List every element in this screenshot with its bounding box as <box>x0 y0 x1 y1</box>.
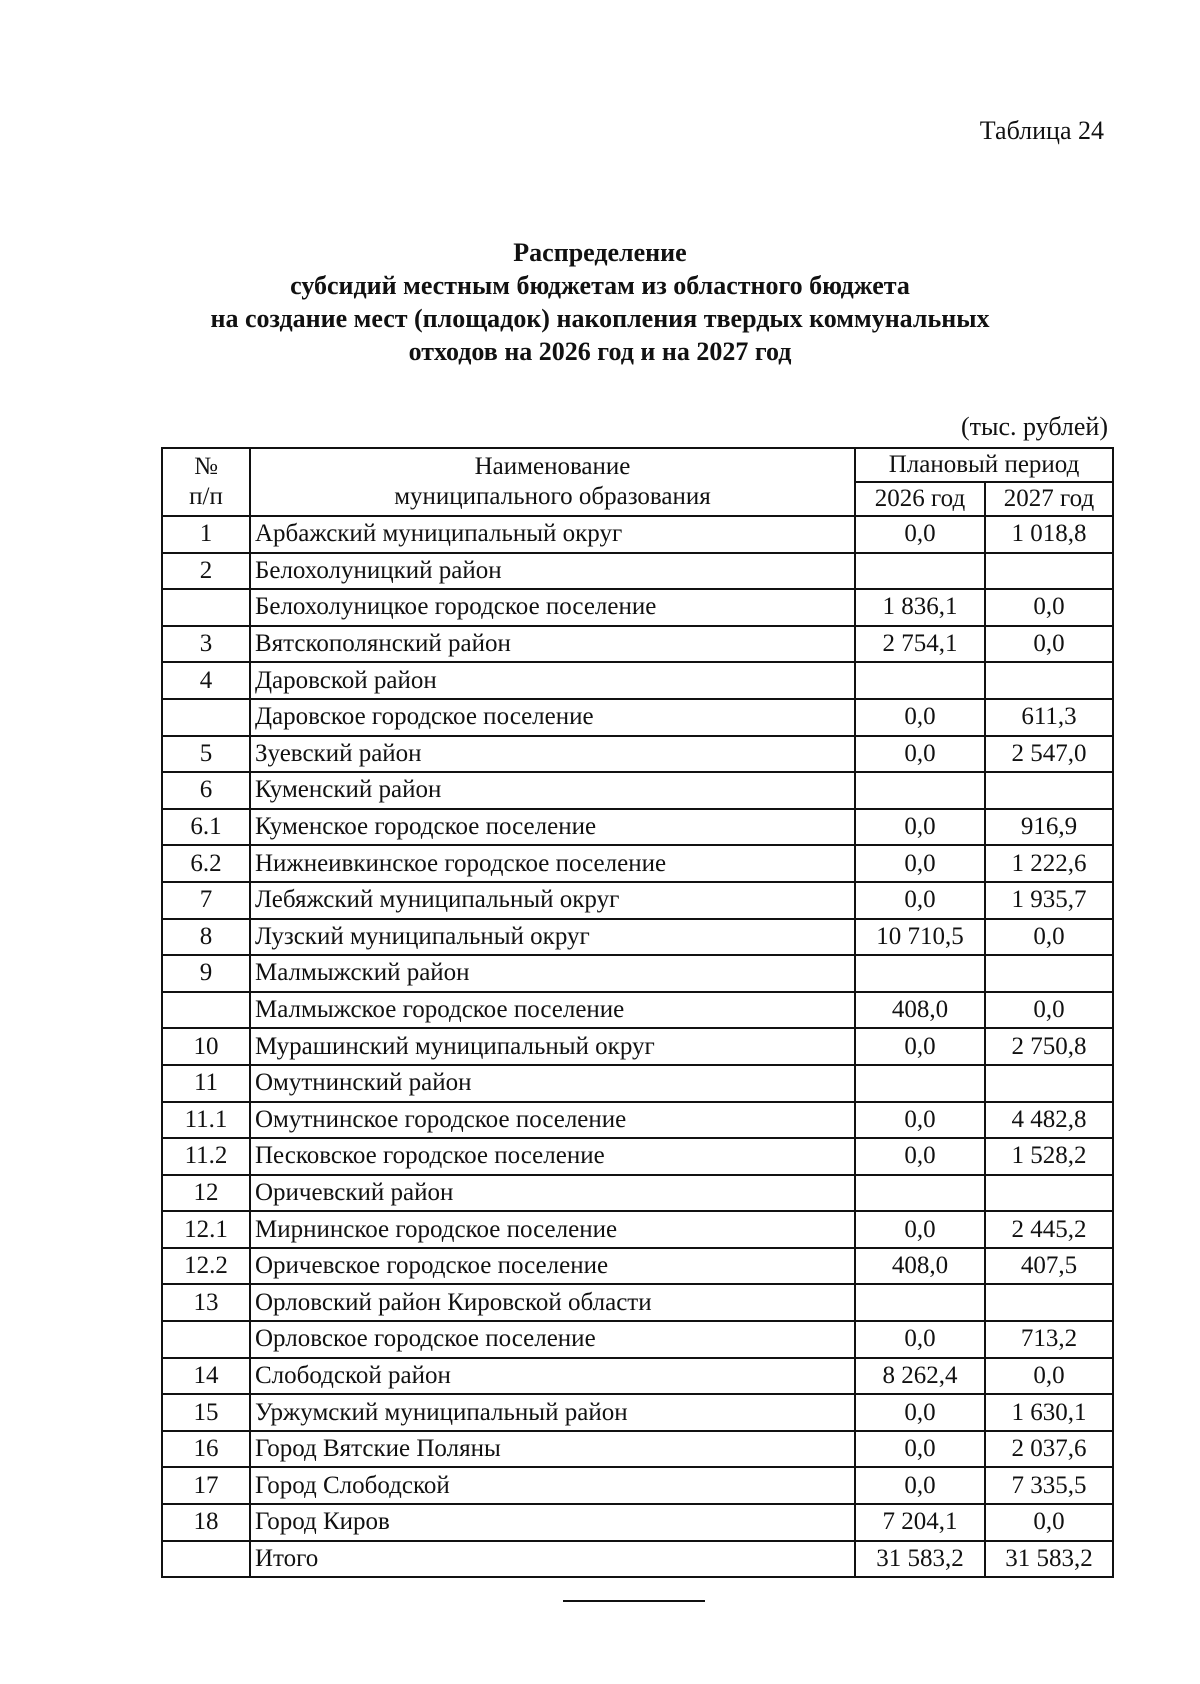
header-number-line2: п/п <box>189 483 223 510</box>
row-value-2027: 0,0 <box>985 1504 1113 1541</box>
row-name: Белохолуницкое городское поселение <box>250 589 855 626</box>
row-value-2027: 1 630,1 <box>985 1394 1113 1431</box>
row-name: Оричевское городское поселение <box>250 1248 855 1285</box>
row-name: Малмыжский район <box>250 955 855 992</box>
row-value-2026: 408,0 <box>855 992 985 1029</box>
row-value-2026: 0,0 <box>855 1321 985 1358</box>
table-row <box>162 1028 1113 1065</box>
table-row <box>162 626 1113 663</box>
table-row <box>162 1102 1113 1139</box>
table-row <box>162 1358 1113 1395</box>
row-number: 11 <box>162 1065 250 1102</box>
table-row <box>162 882 1113 919</box>
table-row <box>162 516 1113 553</box>
row-name: Арбажский муниципальный округ <box>250 516 855 553</box>
table-row <box>162 1321 1113 1358</box>
row-number: 7 <box>162 882 250 919</box>
header-2027: 2027 год <box>985 482 1113 516</box>
row-number: 3 <box>162 626 250 663</box>
row-number <box>162 1321 250 1358</box>
row-number: 12.1 <box>162 1211 250 1248</box>
row-value-2027 <box>985 662 1113 699</box>
row-value-2027: 0,0 <box>985 992 1113 1029</box>
row-name: Оричевский район <box>250 1175 855 1212</box>
table-row <box>162 1248 1113 1285</box>
row-name: Куменский район <box>250 772 855 809</box>
row-name: Лузский муниципальный округ <box>250 919 855 956</box>
row-name: Слободской район <box>250 1358 855 1395</box>
row-value-2026: 0,0 <box>855 809 985 846</box>
table-row <box>162 845 1113 882</box>
row-name: Город Вятские Поляны <box>250 1431 855 1468</box>
row-value-2026 <box>855 662 985 699</box>
row-name: Даровское городское поселение <box>250 699 855 736</box>
row-number: 1 <box>162 516 250 553</box>
row-value-2027 <box>985 553 1113 590</box>
row-value-2027: 611,3 <box>985 699 1113 736</box>
row-value-2026 <box>855 1175 985 1212</box>
row-name: Куменское городское поселение <box>250 809 855 846</box>
row-value-2026: 8 262,4 <box>855 1358 985 1395</box>
row-number: 6 <box>162 772 250 809</box>
row-value-2027: 1 222,6 <box>985 845 1113 882</box>
row-name: Вятскополянский район <box>250 626 855 663</box>
row-number: 5 <box>162 736 250 773</box>
row-value-2026: 10 710,5 <box>855 919 985 956</box>
table-row <box>162 589 1113 626</box>
units-label: (тыс. рублей) <box>960 412 1108 441</box>
row-value-2027: 916,9 <box>985 809 1113 846</box>
title-line: на создание мест (площадок) накопления твердых коммунальных <box>210 304 990 333</box>
row-number <box>162 589 250 626</box>
row-value-2026: 0,0 <box>855 845 985 882</box>
header-number-line1: № <box>194 453 218 480</box>
row-number: 11.1 <box>162 1102 250 1139</box>
row-name: Малмыжское городское поселение <box>250 992 855 1029</box>
row-value-2027: 713,2 <box>985 1321 1113 1358</box>
table-row <box>162 955 1113 992</box>
table-row <box>162 1211 1113 1248</box>
row-value-2027: 1 528,2 <box>985 1138 1113 1175</box>
table-row <box>162 1175 1113 1212</box>
row-value-2026 <box>855 1065 985 1102</box>
header-2026: 2026 год <box>855 482 985 516</box>
row-value-2026: 0,0 <box>855 736 985 773</box>
row-number: 8 <box>162 919 250 956</box>
row-value-2026: 0,0 <box>855 1102 985 1139</box>
table-row <box>162 699 1113 736</box>
row-value-2027: 1 935,7 <box>985 882 1113 919</box>
row-value-2027: 2 547,0 <box>985 736 1113 773</box>
row-value-2027: 0,0 <box>985 626 1113 663</box>
row-value-2027: 0,0 <box>985 589 1113 626</box>
row-number: 9 <box>162 955 250 992</box>
row-name: Песковское городское поселение <box>250 1138 855 1175</box>
row-number: 11.2 <box>162 1138 250 1175</box>
header-name-line1: Наименование <box>474 453 631 480</box>
row-value-2027: 1 018,8 <box>985 516 1113 553</box>
row-number: 13 <box>162 1284 250 1321</box>
row-value-2026 <box>855 955 985 992</box>
row-value-2027 <box>985 955 1113 992</box>
title-line: субсидий местным бюджетам из областного бюджета <box>290 271 910 300</box>
row-name: Белохолуницкий район <box>250 553 855 590</box>
row-number: 16 <box>162 1431 250 1468</box>
table-row <box>162 553 1113 590</box>
row-value-2027 <box>985 772 1113 809</box>
row-value-2026: 7 204,1 <box>855 1504 985 1541</box>
table-number-label: Таблица 24 <box>979 116 1104 145</box>
row-value-2026: 1 836,1 <box>855 589 985 626</box>
row-name: Нижнеивкинское городское поселение <box>250 845 855 882</box>
row-name: Орловское городское поселение <box>250 1321 855 1358</box>
row-value-2027: 407,5 <box>985 1248 1113 1285</box>
row-value-2026: 0,0 <box>855 882 985 919</box>
row-name: Город Слободской <box>250 1467 855 1504</box>
row-value-2026: 0,0 <box>855 1211 985 1248</box>
row-value-2027: 2 445,2 <box>985 1211 1113 1248</box>
row-name: Уржумский муниципальный район <box>250 1394 855 1431</box>
row-number: 10 <box>162 1028 250 1065</box>
row-value-2027: 31 583,2 <box>985 1541 1113 1578</box>
header-period: Плановый период <box>855 448 1113 482</box>
row-name: Зуевский район <box>250 736 855 773</box>
row-number: 4 <box>162 662 250 699</box>
table-row <box>162 1467 1113 1504</box>
row-value-2026: 2 754,1 <box>855 626 985 663</box>
table-row <box>162 1431 1113 1468</box>
row-value-2026: 0,0 <box>855 516 985 553</box>
row-value-2026: 31 583,2 <box>855 1541 985 1578</box>
row-name: Лебяжский муниципальный округ <box>250 882 855 919</box>
header-number <box>162 448 250 516</box>
table-row <box>162 919 1113 956</box>
subsidy-table <box>161 447 1114 1578</box>
document-title <box>0 236 1200 368</box>
table-row <box>162 992 1113 1029</box>
row-value-2026: 0,0 <box>855 1467 985 1504</box>
row-name: Город Киров <box>250 1504 855 1541</box>
footer-divider <box>563 1600 705 1602</box>
row-value-2026: 0,0 <box>855 1028 985 1065</box>
row-value-2027: 2 750,8 <box>985 1028 1113 1065</box>
row-name: Мурашинский муниципальный округ <box>250 1028 855 1065</box>
row-name: Итого <box>250 1541 855 1578</box>
title-line: отходов на 2026 год и на 2027 год <box>408 337 792 366</box>
title-line: Распределение <box>513 238 687 267</box>
header-name <box>250 448 855 516</box>
table-row <box>162 772 1113 809</box>
row-name: Мирнинское городское поселение <box>250 1211 855 1248</box>
row-name: Даровской район <box>250 662 855 699</box>
row-number: 12.2 <box>162 1248 250 1285</box>
row-number: 2 <box>162 553 250 590</box>
table-row <box>162 1065 1113 1102</box>
table-row <box>162 1284 1113 1321</box>
table-row <box>162 1541 1113 1578</box>
row-value-2027 <box>985 1065 1113 1102</box>
table-row <box>162 736 1113 773</box>
row-number: 18 <box>162 1504 250 1541</box>
row-value-2026 <box>855 772 985 809</box>
row-value-2027: 0,0 <box>985 919 1113 956</box>
table-row <box>162 1138 1113 1175</box>
row-value-2027 <box>985 1284 1113 1321</box>
table-row <box>162 662 1113 699</box>
row-value-2026: 0,0 <box>855 1394 985 1431</box>
row-value-2026: 408,0 <box>855 1248 985 1285</box>
row-value-2027: 2 037,6 <box>985 1431 1113 1468</box>
row-number: 15 <box>162 1394 250 1431</box>
row-number <box>162 699 250 736</box>
table-row <box>162 809 1113 846</box>
row-number: 6.2 <box>162 845 250 882</box>
table-row <box>162 1504 1113 1541</box>
row-name: Орловский район Кировской области <box>250 1284 855 1321</box>
row-number: 6.1 <box>162 809 250 846</box>
row-name: Омутнинское городское поселение <box>250 1102 855 1139</box>
row-number <box>162 992 250 1029</box>
row-number <box>162 1541 250 1578</box>
header-name-line2: муниципального образования <box>394 483 711 510</box>
row-value-2027 <box>985 1175 1113 1212</box>
row-value-2026: 0,0 <box>855 699 985 736</box>
row-value-2026 <box>855 553 985 590</box>
row-value-2027: 0,0 <box>985 1358 1113 1395</box>
row-value-2027: 4 482,8 <box>985 1102 1113 1139</box>
row-number: 14 <box>162 1358 250 1395</box>
row-value-2026: 0,0 <box>855 1431 985 1468</box>
row-value-2026: 0,0 <box>855 1138 985 1175</box>
row-name: Омутнинский район <box>250 1065 855 1102</box>
row-number: 17 <box>162 1467 250 1504</box>
row-value-2026 <box>855 1284 985 1321</box>
row-number: 12 <box>162 1175 250 1212</box>
row-value-2027: 7 335,5 <box>985 1467 1113 1504</box>
table-row <box>162 1394 1113 1431</box>
